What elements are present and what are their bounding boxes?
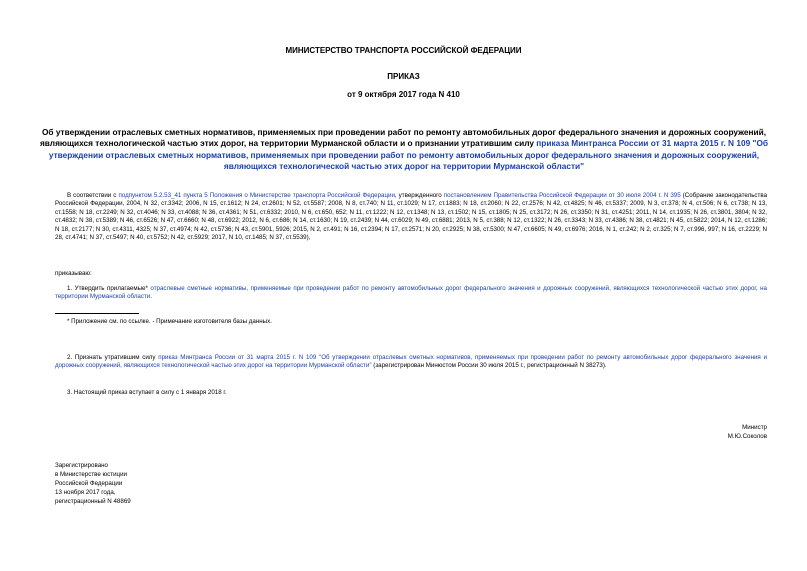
- footnote: * Приложение см. по ссылке. - Примечание изготовителя базы данных.: [67, 318, 272, 325]
- registration-line: Зарегистрировано: [55, 462, 108, 469]
- signature-role: Министр: [742, 424, 767, 431]
- preamble-link-regulation[interactable]: подпунктом 5.2.53_41 пункта 5 Положения о Министерстве транспорта Российской Федерации: [118, 192, 395, 199]
- item-2-link-order-109[interactable]: приказ Минтранса России от 31 марта 2015 г. N 109 "Об утверждении отраслевых сметных нормативов, применяемых при проведении работ по ремонту автомобильных дорог федерального значения и дорожных сооружений, являющихся технологической частью этих дорог на территории Мурманской области": [55, 354, 767, 370]
- document-type: ПРИКАЗ: [387, 72, 420, 81]
- order-word: приказываю:: [55, 270, 92, 277]
- item-3-paragraph: 3. Настоящий приказ вступает в силу с 1 января 2018 г.: [67, 389, 227, 396]
- preamble-link-government-decree[interactable]: постановлением Правительства Российской Федерации от 30 июля 2004 г. N 395: [443, 192, 681, 199]
- footnote-separator: [55, 313, 139, 314]
- item-1-paragraph: [55, 285, 767, 302]
- item-1-link-norms[interactable]: отраслевые сметные нормативы, применяемые при проведении работ по ремонту автомобильных дорог федерального значения и дорожных сооружений, являющихся технологической частью этих дорог, на территории Мурманской области: [55, 285, 767, 301]
- signature-name: М.Ю.Соколов: [727, 433, 767, 440]
- item-2-text: (зарегистрирован Минюстом России 30 июля 2015 г., регистрационный N 38273).: [371, 362, 607, 370]
- item-2-text: 2. Признать утратившим силу: [67, 354, 159, 361]
- preamble-text: , утвержденного: [394, 192, 444, 199]
- registration-line: регистрационный N 48869: [55, 498, 131, 506]
- ministry-heading: МИНИСТЕРСТВО ТРАНСПОРТА РОССИЙСКОЙ ФЕДЕРАЦИИ: [285, 46, 522, 55]
- item-1-text: 1. Утвердить прилагаемые*: [67, 285, 151, 292]
- title-text: Об утверждении отраслевых сметных нормативов, применяемых при проведении работ по ремонту автомобильных дорог федерального значения и дорожных сооружений, являющихся технологической частью этих дорог, на территории Мурманской области и о признании утратившим силу: [39, 127, 767, 149]
- document-date-number: от 9 октября 2017 года N 410: [347, 90, 460, 99]
- registration-line: 13 ноября 2017 года,: [55, 489, 116, 497]
- registration-line: в Министерстве юстиции: [55, 471, 128, 479]
- preamble-text: В соответствии с: [67, 192, 119, 199]
- preamble-paragraph: [55, 192, 767, 242]
- item-1-text: .: [150, 293, 152, 301]
- registration-block: [55, 461, 131, 506]
- item-2-paragraph: [55, 354, 767, 371]
- preamble-text: (Собрание законодательства Российской Федерации, 2004, N 32, ст.3342; 2006, N 15, ст.1612; N 24, ст.2601; N 52, ст.5587; 2008, N 8, ст.740; N 11, ст.1029; N 17, ст.1883; N 18, ст.2060; N 22, ст.2576; N 42, ст.4825; N 46, ст.5337; 2009, N 3, ст.378; N 4, ст.506; N 6, ст.738; N 13, ст.1558; N 18, ст.2249; N 32, ст.4046; N 33, ст.4088; N 36, ст.4361; N 51, ст.6332; 2010, N 6, ст.650, 652; N 11, ст.1222; N 12, ст.1348; N 13, ст.1502; N 15, ст.1805; N 25, ст.3172; N 26, ст.3350; N 31, ст.4251; 2011, N 14, ст.1935; N 26, ст.3801, 3804; N 32, ст.4832; N 38, ст.5389; N 46, ст.6526; N 47, ст.6660; N 48, ст.6922; 2012, N 6, ст.686; N 14, ст.1630; N 19, ст.2439; N 44, ст.6029; N 49, ст.6881; 2013, N 5, ст.388; N 12, ст.1322; N 26, ст.3343; N 33, ст.4386; N 38, ст.4821; N 45, ст.5822; 2014, N 12, ст.1286; N 18, ст.2177; N 30, ст.4311, 4325; N 37, ст.4974; N 42, ст.5736; N 43, ст.5901, 5926; 2015, N 2, ст.491; N 16, ст.2394; N 17, ст.2571; N 20, ст.2925; N 38, ст.5300; N 47, ст.6605; N 49, ст.6976; 2016, N 1, ст.242; N 2, ст.325; N 7, ст.996, 997; N 16, ст.2229; N 28, ст.4741; N 37, ст.5497; N 40, ст.5752; N 42, ст.5929; 2017, N 10, ст.1485; N 37, ст.5539),: [55, 192, 768, 242]
- document-title: [36, 127, 772, 172]
- registration-line: Российской Федерации: [55, 480, 123, 488]
- title-link-order-109[interactable]: приказа Минтранса России от 31 марта 2015 г. N 109 "Об утверждении отраслевых сметных нормативов, применяемых при проведении работ по ремонту автомобильных дорог федерального значения и дорожных сооружений, являющихся технологической частью этих дорог на территории Мурманской области": [48, 138, 769, 171]
